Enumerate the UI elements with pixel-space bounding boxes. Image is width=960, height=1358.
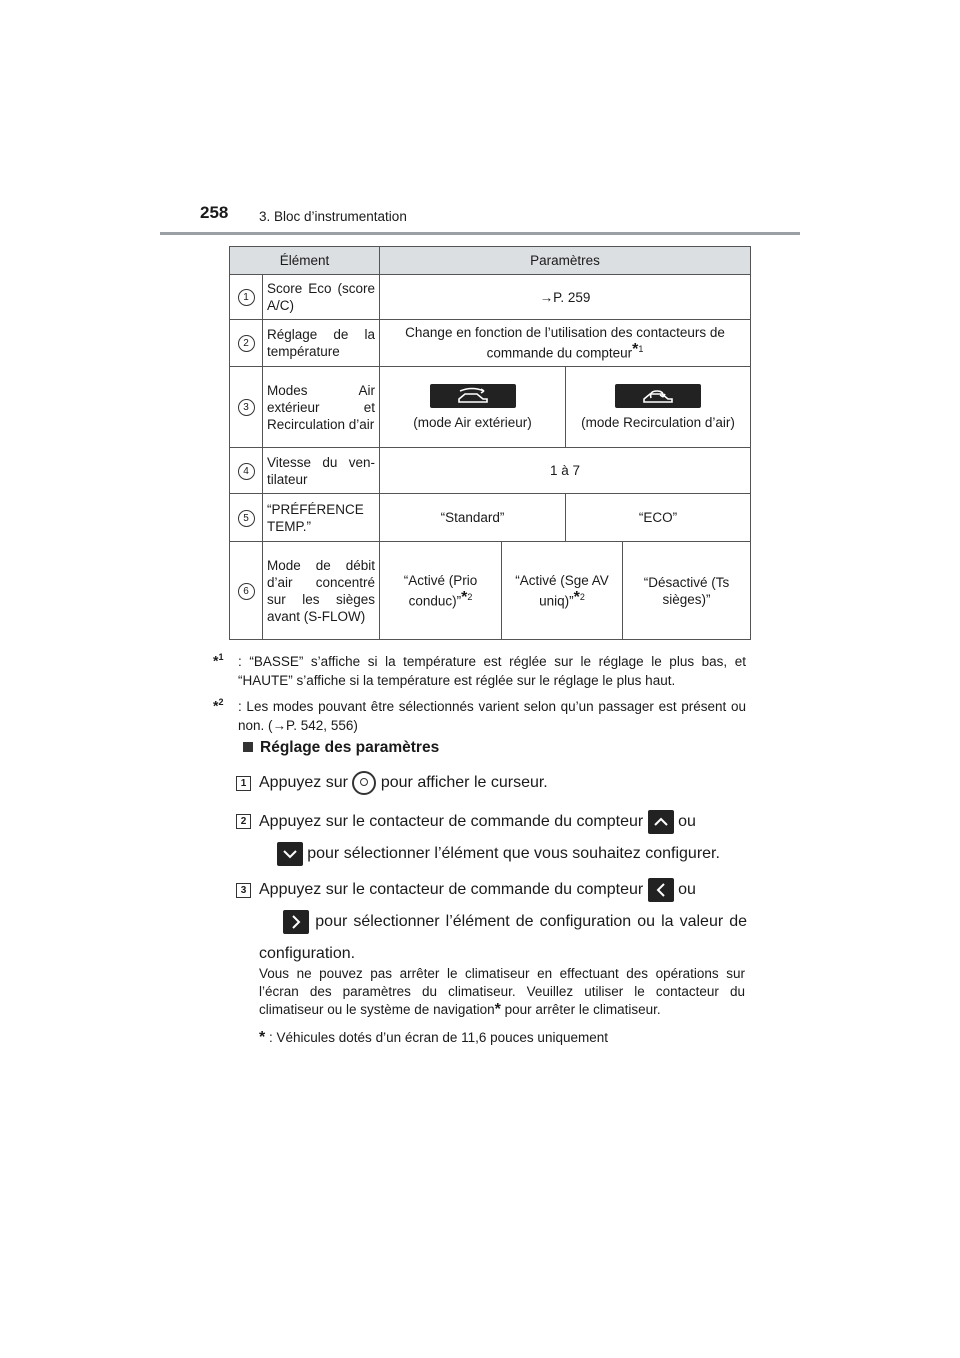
table-row xyxy=(230,367,751,448)
chevron-right-icon xyxy=(283,910,309,934)
step-2: Appuyez sur le contacteur de commande du compteur ou pour sélectionner l’élément que vous souhaitez configurer. xyxy=(259,806,747,870)
outside-air-icon xyxy=(430,384,516,408)
page-number: 258 xyxy=(200,203,229,222)
row-label: Mode de débit d’air concentré sur les sièges avant (S-FLOW) xyxy=(263,542,380,640)
step-3: Appuyez sur le contacteur de commande du compteur ou pour sélectionner l’élément de configuration ou la valeur de configuration. xyxy=(259,874,747,970)
note-footnote: * : Véhicules dotés d’un écran de 11,6 pouces uniquement xyxy=(259,1029,608,1046)
table-row xyxy=(230,320,751,367)
row-number: 4 xyxy=(238,463,255,480)
row-value: 1 à 7 xyxy=(380,448,751,494)
row-number: 5 xyxy=(238,510,255,527)
row-number: 3 xyxy=(238,399,255,416)
header-rule xyxy=(160,232,800,235)
chevron-left-icon xyxy=(648,878,674,902)
row-label: “PRÉFÉRENCE TEMP.” xyxy=(263,494,380,542)
row-value-a: “Activé (Prio conduc)”*$^2$ xyxy=(380,542,502,640)
row-number: 2 xyxy=(238,335,255,352)
table-row xyxy=(230,494,751,542)
row-value: →P. 259 xyxy=(380,275,751,320)
row-label: Score Eco (score A/C) xyxy=(263,275,380,320)
footnote-marker: * xyxy=(573,588,580,606)
row-number: 6 xyxy=(238,583,255,600)
row-label: Vitesse du ven-tilateur xyxy=(263,448,380,494)
row-number: 1 xyxy=(238,289,255,306)
row-value: Change en fonction de l’utilisation des contacteurs de commande du compteur*$^1$ xyxy=(380,320,751,367)
row-value-b: (mode Recirculation d’air) xyxy=(566,367,751,448)
step-1: Appuyez sur pour afficher le curseur. xyxy=(259,767,747,799)
table-row xyxy=(230,448,751,494)
note-paragraph: Vous ne pouvez pas arrêter le climatiseur en effectuant des opérations sur l’écran des paramètres du climatiseur. Veuillez utiliser le contacteur du climatiseur ou le système de navigation* pour arrêter le climatiseur. xyxy=(259,966,745,1018)
row-label: Modes Air extérieur et Recirculation d’air xyxy=(263,367,380,448)
row-value-b: “ECO” xyxy=(566,494,751,542)
ok-button-icon xyxy=(352,771,376,795)
chevron-down-icon xyxy=(277,842,303,866)
row-value-b: “Activé (Sge AV uniq)”*$^2$ xyxy=(502,542,623,640)
step-number: 3 xyxy=(236,883,251,898)
section-title: 3. Bloc d’instrumentation xyxy=(259,209,407,224)
step-number: 1 xyxy=(236,776,251,791)
step-number: 2 xyxy=(236,814,251,829)
table-row xyxy=(230,542,751,640)
table-row xyxy=(230,275,751,320)
row-label: Réglage de la température xyxy=(263,320,380,367)
chevron-up-icon xyxy=(648,810,674,834)
row-value-c: “Désactivé (Ts sièges)” xyxy=(623,542,751,640)
footnote-marker: * xyxy=(632,341,639,359)
row-value-a: “Standard” xyxy=(380,494,566,542)
col-header-element: Élément xyxy=(230,247,380,275)
recirculation-icon xyxy=(615,384,701,408)
col-header-params: Paramètres xyxy=(380,247,751,275)
row-value-a: (mode Air extérieur) xyxy=(380,367,566,448)
settings-table xyxy=(229,246,751,640)
section-heading: Réglage des paramètres xyxy=(243,739,439,757)
footnote-marker: * xyxy=(461,588,468,606)
